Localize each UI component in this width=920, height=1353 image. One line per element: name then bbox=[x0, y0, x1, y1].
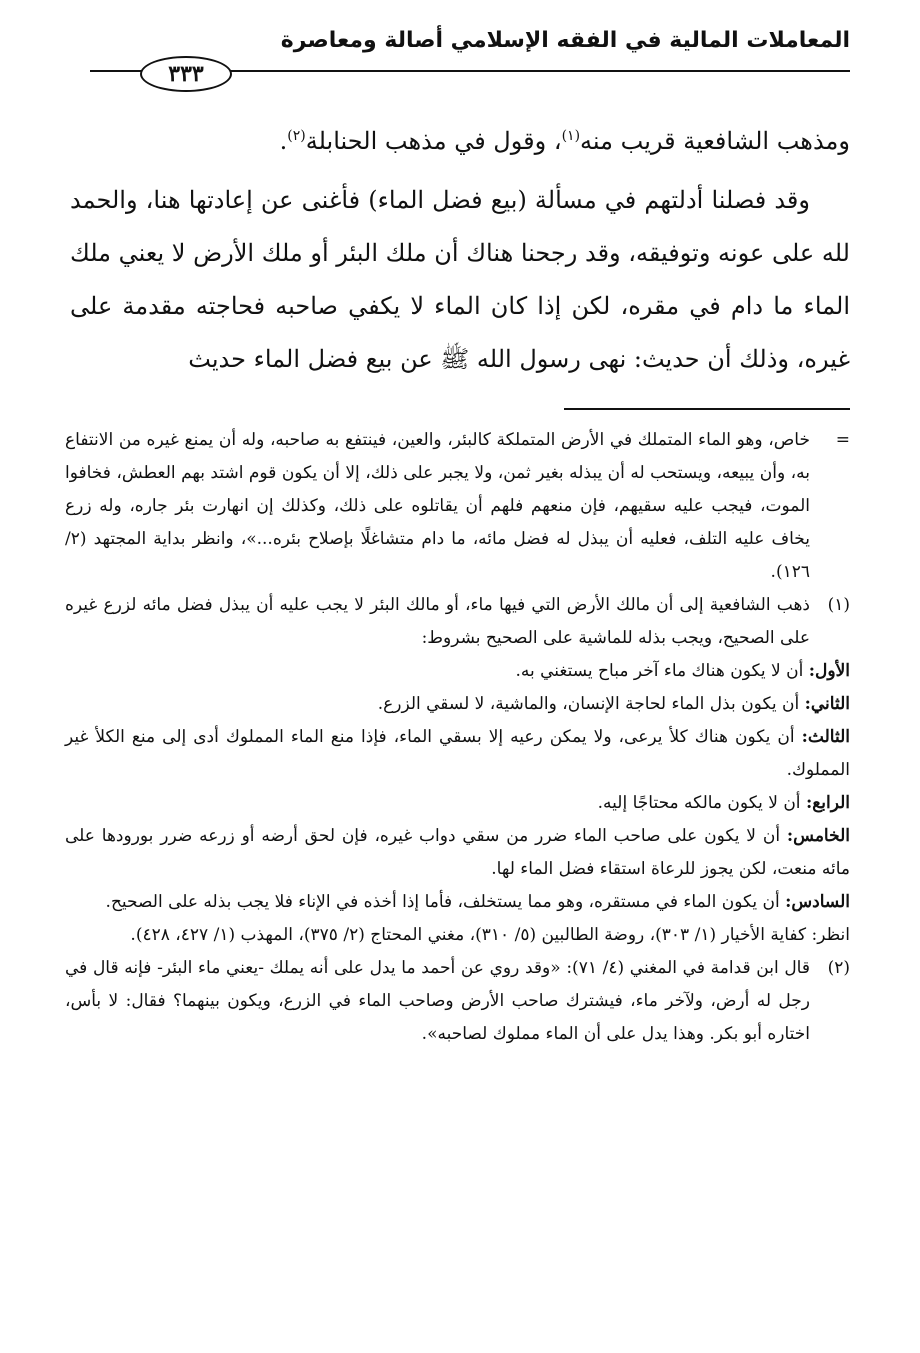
condition-6 bbox=[65, 886, 850, 919]
condition-3-text: أن يكون هناك كلأ يرعى، ولا يمكن رعيه إلا بسقي الماء، فإذا منع الماء المملوك أدى إلى منع الكلأ غير المملوك. bbox=[65, 727, 850, 780]
condition-2-text: أن يكون بذل الماء لحاجة الإنسان، والماشية، لا لسقي الزرع. bbox=[377, 694, 805, 714]
footnote-2-marker: (٢) bbox=[827, 958, 850, 978]
condition-4 bbox=[65, 787, 850, 820]
footnote-ref-2[interactable]: (٢) bbox=[287, 128, 306, 144]
condition-5-text: أن لا يكون على صاحب الماء ضرر من سقي دواب غيره، فإن لحق أرضه أو زرعه ضرر بورودها على مائه منعت، لكن يجوز للرعاة استقاء فضل الماء لها. bbox=[65, 826, 850, 879]
condition-1-label: الأول: bbox=[808, 661, 850, 681]
footnote-2-text: قال ابن قدامة في المغني (٤/ ٧١): «وقد روي عن أحمد ما يدل على أنه يملك -يعني ماء البئر- فإنه قال في رجل له أرض، ولآخر ماء، فيشترك صاحب الأرض وصاحب الماء في الزرع، ويكون بينهما؟ فقال: لا بأس، اختاره أبو بكر. وهذا يدل على أن الماء مملوك لصاحبه». bbox=[65, 958, 810, 1044]
condition-2-label: الثاني: bbox=[804, 694, 850, 714]
condition-6-text: أن يكون الماء في مستقره، وهو مما يستخلف، فأما إذا أخذه في الإناء فلا يجب بذله على الصحيح. bbox=[105, 892, 786, 912]
footnote-continuation bbox=[65, 424, 850, 589]
page-number: ٣٣٣ bbox=[140, 56, 232, 92]
footnote-1-marker: (١) bbox=[827, 595, 850, 615]
condition-5 bbox=[65, 820, 850, 886]
paragraph-1-end: . bbox=[279, 127, 288, 155]
condition-1 bbox=[65, 655, 850, 688]
condition-1-text: أن لا يكون هناك ماء آخر مباح يستغني به. bbox=[515, 661, 809, 681]
footnote-separator bbox=[564, 408, 850, 410]
paragraph-2: وقد فصلنا أدلتهم في مسألة (بيع فضل الماء) فأغنى عن إعادتها هنا، والحمد لله على عونه وتوفيقه، وقد رجحنا هناك أن ملك البئر أو ملك الأرض لا يعني ملك الماء ما دام في مقره، لكن إذا كان الماء لا يكفي صاحبه فحاجته مقدمة على غيره، وذلك أن حديث: نهى رسول الله ﷺ عن بيع فضل الماء حديث bbox=[70, 186, 850, 373]
footnote-continuation-text: خاص، وهو الماء المتملك في الأرض المتملكة كالبئر، والعين، فينتفع به صاحبه، وله أن يمنع غيره من الانتفاع به، وأن يبيعه، ويستحب له أن يبذله بغير ثمن، ولا يجبر على ذلك، إلا أن يكون قوم اشتد بهم العطش، فخافوا الموت، فيجب عليه سقيهم، فإن منعهم فلهم أن يقاتلوه على ذلك، وكذلك إن انهارت بئر جاره، وله زرع يخاف عليه التلف، فعليه أن يبذل له فضل مائه، ما دام متشاغلًا بإصلاح بئره...»، وانظر بداية المجتهد (٢/ ١٢٦). bbox=[65, 430, 810, 582]
continuation-marker: = bbox=[835, 430, 850, 450]
paragraph-1-start: ومذهب الشافعية قريب منه bbox=[580, 127, 850, 155]
condition-4-text: أن لا يكون مالكه محتاجًا إليه. bbox=[597, 793, 806, 813]
condition-3 bbox=[65, 721, 850, 787]
footnote-2 bbox=[65, 952, 850, 1051]
footnote-1-references: انظر: كفاية الأخيار (١/ ٣٠٣)، روضة الطالبين (٥/ ٣١٠)، مغني المحتاج (٢/ ٣٧٥)، المهذب (١/ ٤٢٧، ٤٢٨). bbox=[130, 925, 850, 945]
paragraph-1 bbox=[70, 115, 850, 168]
paragraph-1-middle: ، وقول في مذهب الحنابلة bbox=[305, 127, 562, 155]
footnote-ref-1[interactable]: (١) bbox=[561, 128, 581, 144]
condition-4-label: الرابع: bbox=[805, 793, 850, 813]
condition-2 bbox=[65, 688, 850, 721]
footnotes bbox=[65, 424, 850, 1051]
footnote-1 bbox=[65, 589, 850, 655]
footnote-1-intro: ذهب الشافعية إلى أن مالك الأرض التي فيها ماء، أو مالك البئر لا يجب عليه أن يبذل فضل مائه لزرع غيره على الصحيح، ويجب بذله للماشية على الصحيح بشروط: bbox=[65, 595, 810, 648]
footnote-1-conditions bbox=[65, 655, 850, 952]
condition-3-label: الثالث: bbox=[801, 727, 850, 747]
running-title: المعاملات المالية في الفقه الإسلامي أصالة ومعاصرة bbox=[280, 28, 850, 53]
condition-5-label: الخامس: bbox=[786, 826, 850, 846]
main-text bbox=[70, 115, 850, 386]
condition-6-label: السادس: bbox=[785, 892, 850, 912]
